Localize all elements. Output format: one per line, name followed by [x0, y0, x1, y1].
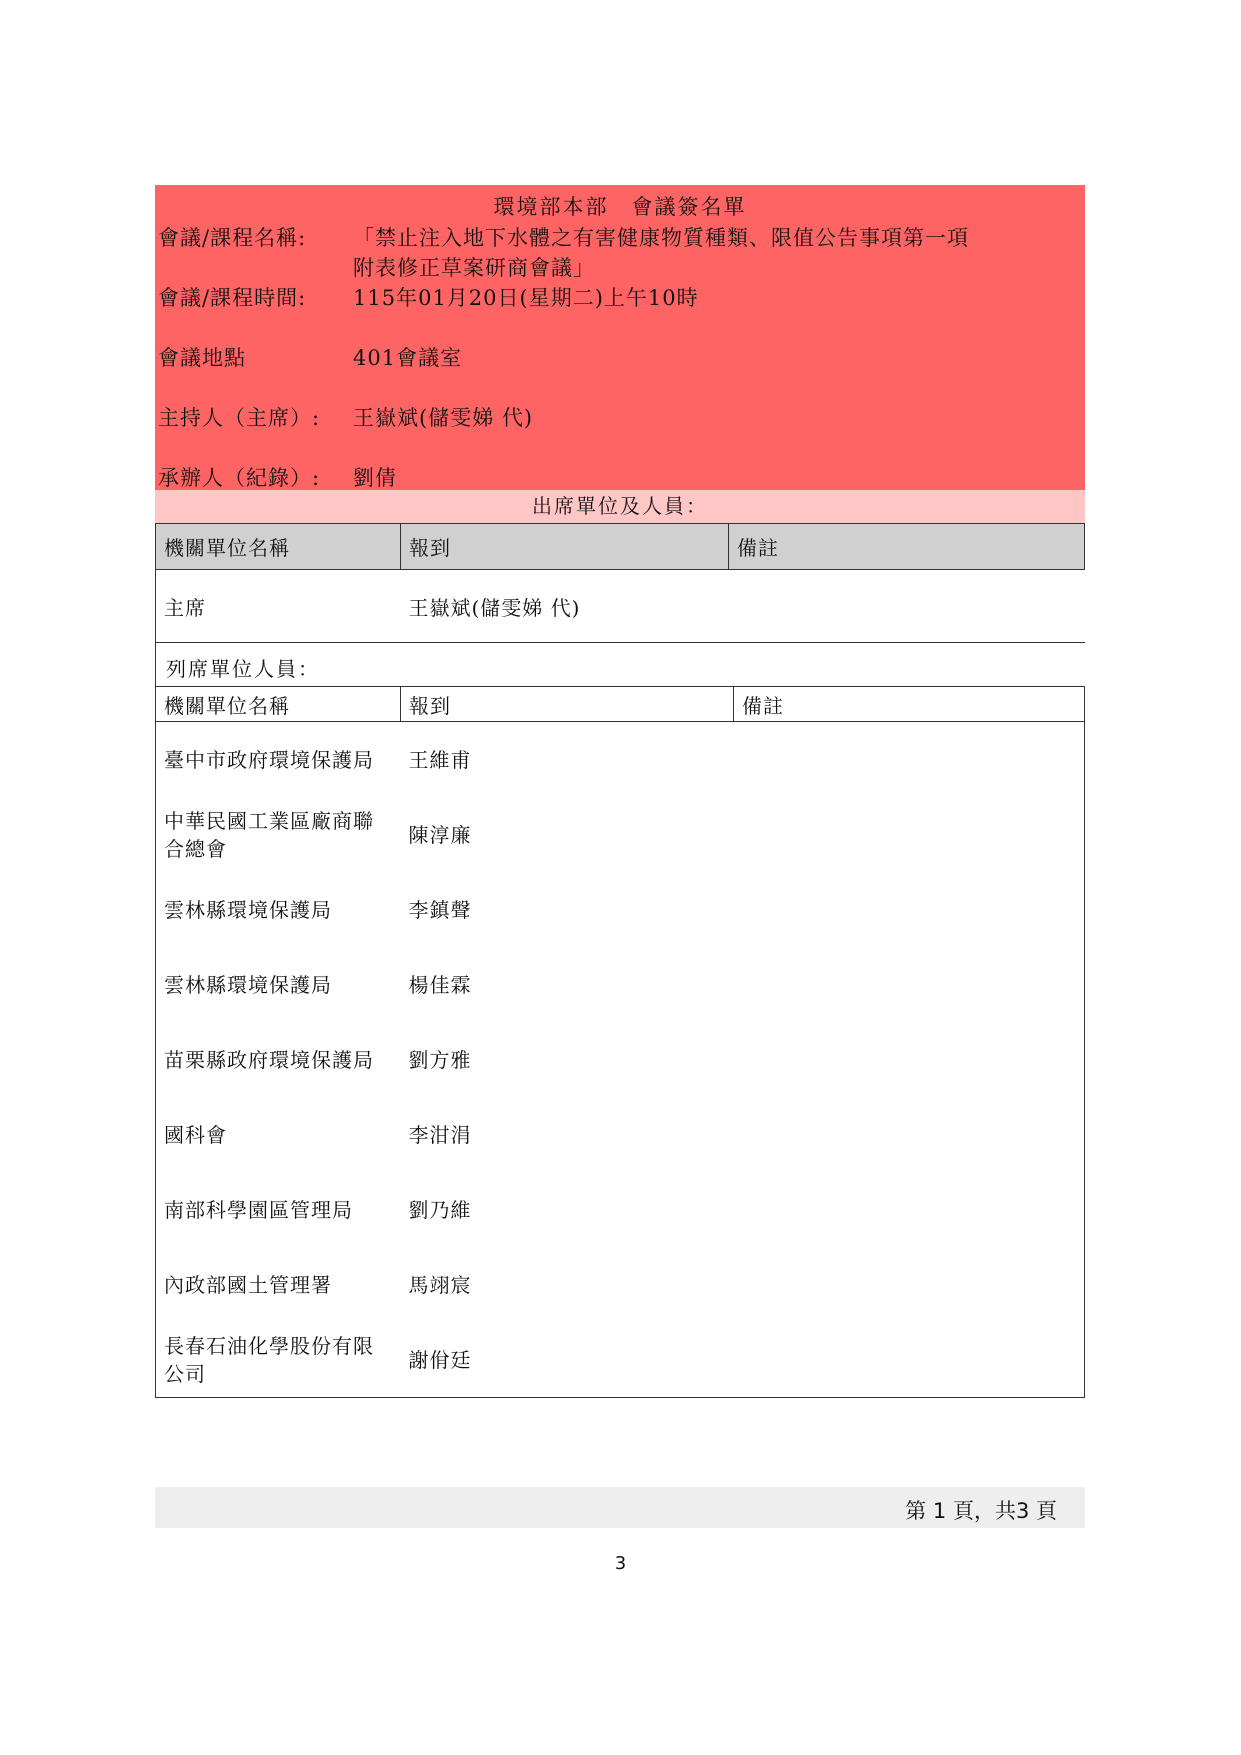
table-row: [156, 1172, 1085, 1247]
page-info: 第 1 頁，共3 頁: [905, 1499, 1057, 1523]
course-name-line1: 「禁止注入地下水體之有害健康物質種類、限值公告事項第一項: [353, 226, 969, 250]
course-label: 會議/課程名稱:: [158, 226, 307, 250]
remark-cell: [734, 1097, 1085, 1172]
table-row: [156, 1022, 1085, 1097]
host-value: 王嶽斌(儲雯娣 代): [353, 406, 534, 430]
remark-cell: [734, 1172, 1085, 1247]
col-header-checkin: 報到: [401, 687, 734, 722]
table-row: [156, 947, 1085, 1022]
remark-cell: [734, 797, 1085, 872]
unit-cell: 長春石油化學股份有限公司: [164, 1333, 374, 1386]
observer-title: 列席單位人員：: [155, 643, 1085, 686]
remark-cell: [734, 872, 1085, 947]
course-name-line2: 附表修正草案研商會議」: [353, 256, 595, 280]
place-value: 401會議室: [353, 346, 463, 370]
checkin-cell: 謝佾廷: [408, 1347, 472, 1372]
table-row: [156, 797, 1085, 872]
col-header-checkin: 報到: [401, 524, 729, 570]
time-value: 115年01月20日(星期二)上午10時: [353, 286, 699, 310]
checkin-cell: 李鎮聲: [408, 897, 472, 922]
remark-cell: [734, 722, 1085, 798]
checkin-cell: 楊佳霖: [408, 972, 472, 997]
attendance-title: 出席單位及人員：: [155, 490, 1085, 523]
page-number: 3: [614, 1553, 627, 1574]
table-row: [156, 722, 1085, 798]
remark-cell: [729, 570, 1085, 643]
unit-cell: 臺中市政府環境保護局: [164, 747, 374, 772]
remark-cell: [734, 1247, 1085, 1322]
checkin-cell: 劉方雅: [408, 1047, 472, 1072]
unit-cell: 國科會: [164, 1122, 227, 1147]
place-label: 會議地點: [158, 346, 246, 370]
unit-cell: 南部科學園區管理局: [164, 1197, 353, 1222]
remark-cell: [734, 947, 1085, 1022]
recorder-value: 劉倩: [353, 466, 397, 490]
remark-cell: [734, 1322, 1085, 1398]
checkin-cell: 李泔涓: [408, 1122, 472, 1147]
sheet-title: 環境部本部 會議簽名單: [493, 195, 747, 219]
unit-cell: 雲林縣環境保護局: [164, 897, 332, 922]
table-row: [156, 872, 1085, 947]
remark-cell: [734, 1022, 1085, 1097]
col-header-remark: 備註: [734, 687, 1085, 722]
col-header-unit: 機關單位名稱: [156, 687, 401, 722]
unit-cell: 中華民國工業區廠商聯合總會: [164, 808, 374, 861]
table-row: [156, 1097, 1085, 1172]
unit-cell: 雲林縣環境保護局: [164, 972, 332, 997]
unit-cell: 主席: [156, 570, 401, 643]
page-footer: [155, 1487, 1085, 1528]
table-row: [156, 1247, 1085, 1322]
chair-table: [155, 523, 1085, 643]
table-row: [156, 1322, 1085, 1398]
checkin-cell: 馬翊宸: [408, 1272, 472, 1297]
recorder-label: 承辦人（紀錄）:: [158, 466, 321, 490]
time-label: 會議/課程時間:: [158, 286, 307, 310]
col-header-remark: 備註: [729, 524, 1085, 570]
meeting-header: [155, 185, 1085, 490]
sign-in-sheet: [155, 185, 1085, 1398]
unit-cell: 苗栗縣政府環境保護局: [164, 1047, 374, 1072]
checkin-cell: 王維甫: [408, 747, 472, 772]
host-label: 主持人（主席）:: [158, 406, 321, 430]
checkin-cell: 王嶽斌(儲雯娣 代): [401, 570, 729, 643]
col-header-unit: 機關單位名稱: [156, 524, 401, 570]
observer-table: [155, 686, 1085, 1398]
unit-cell: 內政部國土管理署: [164, 1272, 332, 1297]
table-row: [156, 570, 1085, 643]
checkin-cell: 陳淳廉: [408, 822, 472, 847]
checkin-cell: 劉乃維: [408, 1197, 472, 1222]
